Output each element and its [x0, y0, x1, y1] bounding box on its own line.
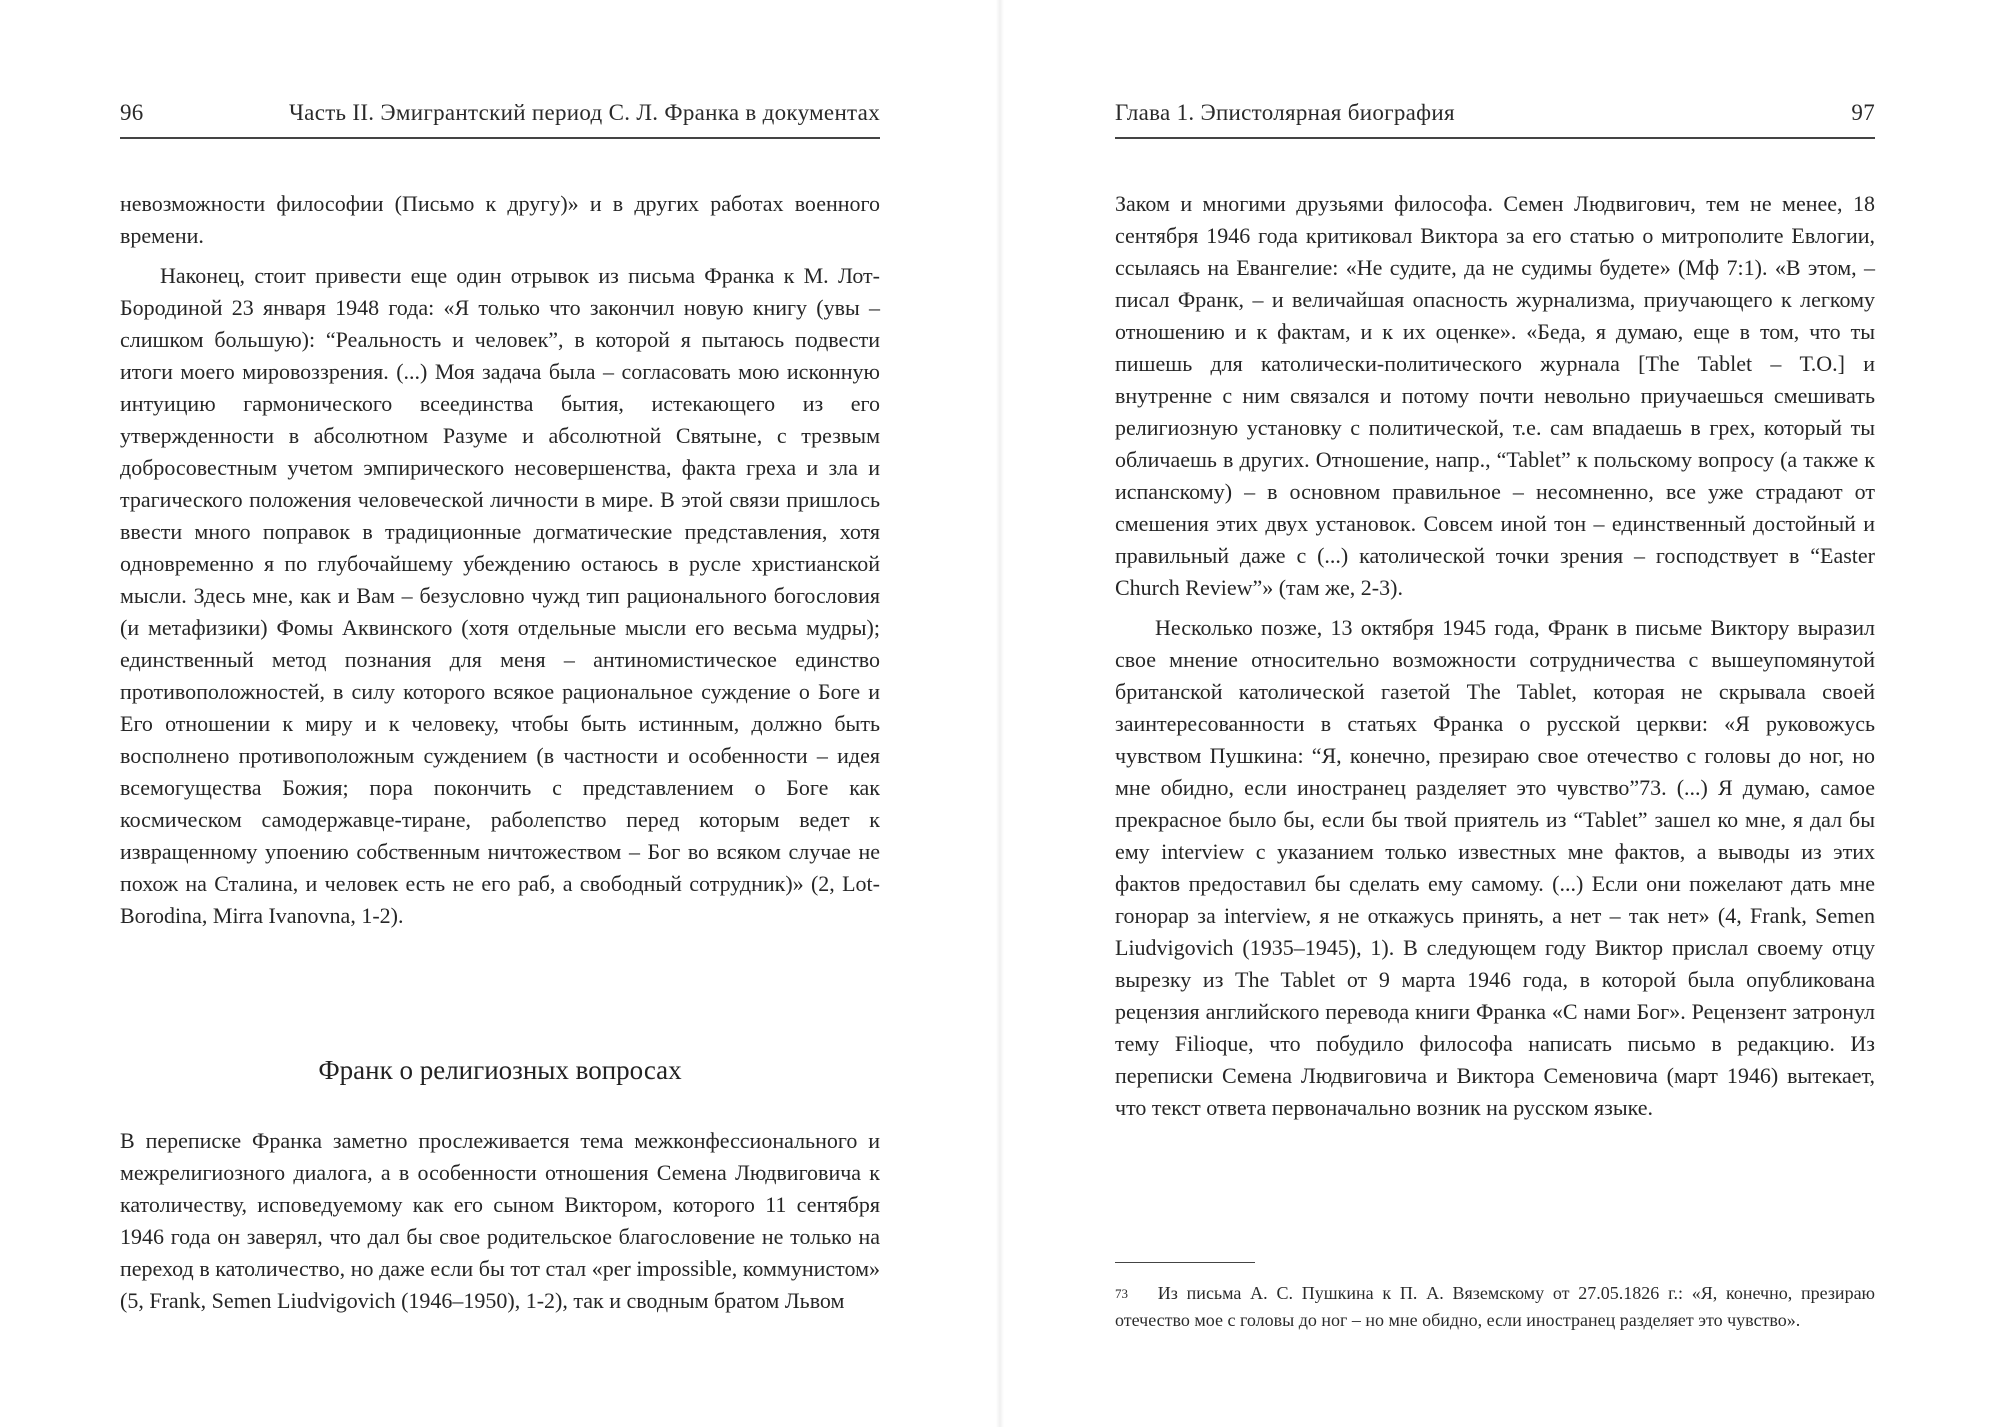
right-running-header — [1115, 100, 1875, 136]
paragraph: В переписке Франка заметно прослеживается тема межконфессионального и межрелигиозного диалога, а в особенности отношения Семена Людвиговича к католичеству, исповедуемому как его сыном Виктором, которого 11 сентября 1946 года он заверял, что дал бы свое родительское благословение не только на переход в католичество, но даже если бы тот стал «per impossible, коммунистом» (5, Frank, Semen Liudvigovich (1946–1950), 1-2), так и сводным братом Львом — [120, 1128, 880, 1313]
footnote-text: Из письма А. С. Пушкина к П. А. Вяземскому от 27.05.1826 г.: «Я, конечно, презираю отечество мое с головы до ног – но мне обидно, если иностранец разделяет это чувство». — [1115, 1283, 1875, 1330]
paragraph: Несколько позже, 13 октября 1945 года, Франк в письме Виктору выразил свое мнение относительно возможности сотрудничества с вышеупомянутой британской католической газетой The Tablet, которая не скрывала своей заинтересованности в статьях Франка о русской церкви: «Я руковожусь чувством Пушкина: “Я, конечно, презираю свое отечество с головы до ног, но мне обидно, если иностранец разделяет это чувство”73. (...) Я думаю, самое прекрасное было бы, если бы твой приятель из “Tablet” зашел ко мне, я дал бы ему interview с указанием только известных мне фактов, а выводы из этих фактов предоставил бы сделать ему самому. (...) Если они пожелают дать мне гонорар за interview, я не откажусь принять, а нет – так нет» (4, Frank, Semen Liudvigovich (1935–1945), 1). В следующем году Виктор прислал своему отцу вырезку из The Tablet от 9 марта 1946 года, в которой была опубликована рецензия английского перевода книги Франка «С нами Бог». Рецензент затронул тему Filioque, что побудило философа написать письмо в редакцию. Из переписки Семена Людвиговича и Виктора Семеновича (март 1946) вытекает, что текст ответа первоначально возник на русском языке. — [1115, 615, 1875, 1120]
footnote — [1115, 1280, 1875, 1334]
footnote-rule — [1115, 1262, 1255, 1263]
right-header-rule — [1115, 137, 1875, 139]
footnote-number: 73 — [1115, 1286, 1128, 1301]
left-page-number: 96 — [120, 100, 144, 125]
section-heading: Франк о религиозных вопросах — [318, 1055, 682, 1085]
paragraph: Наконец, стоит привести еще один отрывок из письма Франка к М. Лот-Бородиной 23 января 1948 года: «Я только что закончил новую книгу (увы – слишком большую): “Реальность и человек”, в которой я пытаюсь подвести итоги моего мировоззрения. (...) Моя задача была – согласовать мою исконную интуицию гармонического всеединства бытия, истекающего из его утвержденности в абсолютном Разуме и абсолютной Святыне, с трезвым добросовестным учетом эмпирического несовершенства, факта греха и зла и трагического положения человеческой личности в мире. В этой связи пришлось ввести много поправок в традиционные догматические представления, хотя одновременно я по глубочайшему убеждению остаюсь в русле христианской мысли. Здесь мне, как и Вам – безусловно чужд тип рационального богословия (и метафизики) Фомы Аквинского (хотя отдельные мысли его весьма мудры); единственный метод познания для меня – антиномистическое единство противоположностей, в силу которого всякое рациональное суждение о Боге и Его отношении к миру и к человеку, чтобы быть истинным, должно быть восполнено противоположным суждением (в частности и особенности – идея всемогущества Божия; пора покончить с представлением о Боге как космическом самодержавце-тиране, раболепство перед которым ведет к извращенному упоению собственным ничтожеством – Бог во всяком случае не похож на Сталина, и человек есть не его раб, а свободный сотрудник)» (2, Lot-Borodina, Mirra Ivanovna, 1-2). — [120, 263, 880, 928]
right-page-number: 97 — [1851, 100, 1875, 125]
paragraph: невозможности философии (Письмо к другу)» и в других работах военного времени. — [120, 191, 880, 248]
left-section-text — [120, 1125, 880, 1317]
left-page — [120, 0, 880, 1427]
left-body-text — [120, 188, 880, 932]
left-running-header — [120, 100, 880, 136]
paragraph: Заком и многими друзьями философа. Семен Людвигович, тем не менее, 18 сентября 1946 года критиковал Виктора за его статью о митрополите Евлогии, ссылаясь на Евангелие: «Не судите, да не судимы будете» (Мф 7:1). «В этом, – писал Франк, – и величайшая опасность журнализма, приучающего к легкому отношению и к фактам, и к их оценке». «Беда, я думаю, еще в том, что ты пишешь для католически-политического журнала [The Tablet – Т.О.] и внутренне с ним связался и потому почти невольно приучаешься смешивать религиозную установку с политической, т.е. сам впадаешь в грех, который ты обличаешь в других. Отношение, напр., “Tablet” к польскому вопросу (а также к испанскому) – в основном правильное – несомненно, все уже страдают от смешения этих двух установок. Совсем иной тон – единственный достойный и правильный даже с (...) католической точки зрения – господствует в “Easter Church Review”» (там же, 2-3). — [1115, 191, 1875, 600]
left-running-head: Часть II. Эмигрантский период С. Л. Франка в документах — [288, 100, 880, 125]
left-header-rule — [120, 137, 880, 139]
right-running-head: Глава 1. Эпистолярная биография — [1115, 100, 1455, 125]
right-body-text — [1115, 188, 1875, 1124]
book-gutter — [996, 0, 1004, 1427]
right-page — [1115, 0, 1875, 1427]
